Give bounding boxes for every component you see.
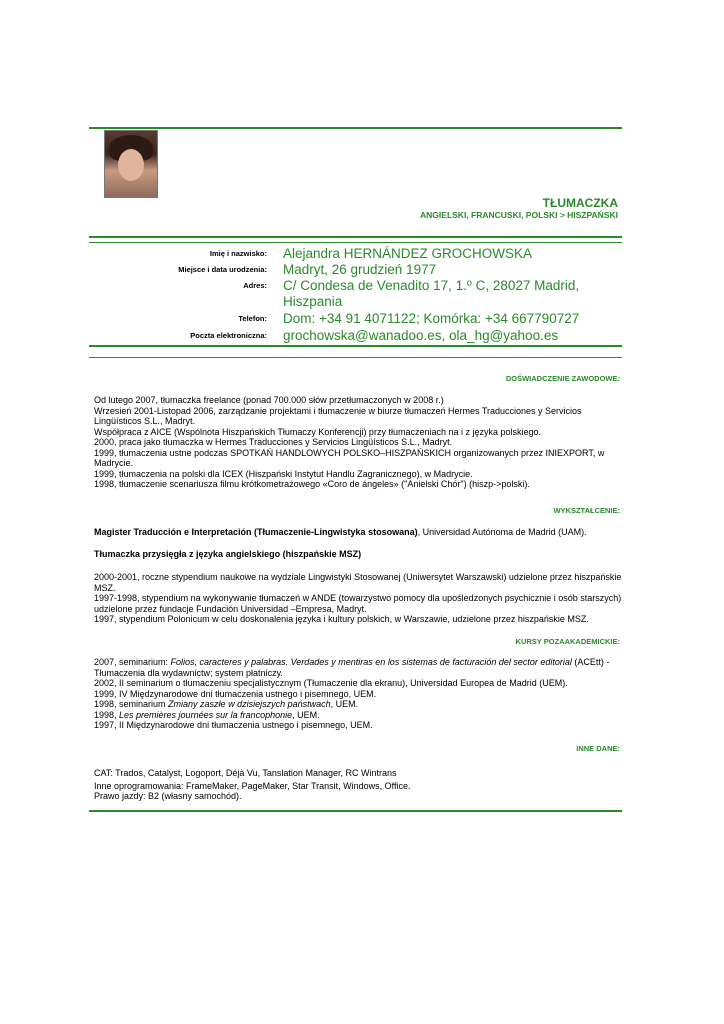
info-row-phone bbox=[89, 311, 622, 328]
top-rule bbox=[89, 127, 622, 129]
other-line: Prawo jazdy: B2 (własny samochód). bbox=[94, 791, 242, 801]
experience-line: Współpraca z AICE (Wspólnota Hiszpańskich Tłumaczy Konferencji) przy tłumaczeniach na i z języka polskiego. bbox=[94, 426, 542, 437]
education-line: 2000-2001, roczne stypendium naukowe na wydziale Lingwistyki Stosowanej (Uniwersytet Warszawski) udzielone przez hiszpańskie MSZ. bbox=[94, 572, 622, 593]
education-line: 1997, stypendium Polonicum w celu doskonalenia języka i kultury polskich, w Warszawie, udzielone przez hiszpańskie MSZ. bbox=[94, 614, 589, 624]
info-rule-1 bbox=[89, 345, 622, 347]
course-title: Zmiany zaszłe w dzisiejszych państwach bbox=[168, 699, 331, 709]
profile-photo bbox=[104, 130, 158, 198]
courses-block bbox=[94, 657, 624, 731]
education-degree bbox=[94, 527, 624, 538]
sworn-translator: Tłumaczka przysięgła z języka angielskiego (hiszpańskie MSZ) bbox=[94, 549, 362, 559]
info-label: Telefon: bbox=[238, 314, 267, 323]
info-row-email bbox=[89, 328, 622, 345]
other-line: CAT: Trados, Catalyst, Logoport, Déjà Vu, Tanslation Manager, RC Wintrans bbox=[94, 768, 397, 778]
experience-line: 1999, tłumaczenia ustne podczas SPOTKAŃ HANDLOWYCH POLSKO–HISZPAŃSKICH organizowanych przez INIEXPORT, w Madrycie. bbox=[94, 447, 605, 468]
course-text: 2007, seminarium: bbox=[94, 657, 171, 667]
course-text: (ACEtt) - Tłumaczenia dla wydawnictw; system płatniczy. bbox=[94, 657, 610, 678]
course-title: Folios, caracteres y palabras. Verdades y mentiras en los sistemas de facturación del sector editorial bbox=[170, 657, 572, 667]
info-label: Miejsce i data urodzenia: bbox=[178, 265, 267, 274]
info-rule-2 bbox=[89, 357, 622, 358]
experience-block bbox=[94, 395, 624, 490]
course-text: 1998, seminarium bbox=[94, 699, 169, 709]
bottom-rule bbox=[89, 810, 622, 812]
education-line: 1997-1998, stypendium na wykonywanie tłumaczeń w ANDE (towarzystwo pomocy dla upośledzonych psychicznie i osób starszych) udzielone przez fundacje Fundación Universidad –Empresa, Madryt. bbox=[94, 593, 622, 614]
experience-line: Wrzesień 2001-Listopad 2006, zarządzanie projektami i tłumaczenie w biurze tłumaczeń Hermes Traducciones y Servicios Lingüísticos S.L., Madryt. bbox=[94, 405, 582, 426]
course-line bbox=[94, 657, 624, 678]
info-value: Dom: +34 91 4071122; Komórka: +34 667790727 bbox=[283, 311, 580, 326]
course-title: Les premières journées sur la francophonie bbox=[119, 709, 293, 720]
education-heading: WYKSZTAŁCENIE: bbox=[553, 506, 620, 515]
page-subtitle: ANGIELSKI, FRANCUSKI, POLSKI > HISZPAŃSKI bbox=[420, 210, 618, 220]
degree-title: Magister Traducción e Interpretación (Tłumaczenie-Lingwistyka stosowana) bbox=[94, 527, 418, 537]
education-sworn bbox=[94, 549, 624, 560]
degree-line bbox=[94, 527, 624, 538]
course-text: , UEM. bbox=[330, 699, 359, 709]
course-line: 1999, IV Międzynarodowe dni tłumaczenia ustnego i pisemnego, UEM. bbox=[94, 688, 377, 699]
experience-line: 1999, tłumaczenia na polski dla ICEX (Hiszpański Instytut Handlu Zagranicznego), w Madrycie. bbox=[94, 468, 473, 479]
info-label: Imię i nazwisko: bbox=[209, 249, 267, 258]
course-text: , UEM. bbox=[292, 709, 320, 720]
experience-line: 2000, praca jako tłumaczka w Hermes Traducciones y Servicios Lingüísticos S.L., Madryt. bbox=[94, 437, 453, 447]
header-rule-2 bbox=[89, 242, 622, 243]
course-line: 2002, II seminarium o tłumaczeniu specjalistycznym (Tłumaczenie dla ekranu), Universidad Europea de Madrid (UEM). bbox=[94, 678, 568, 688]
degree-university: , Universidad Autónoma de Madrid (UAM). bbox=[417, 527, 587, 537]
other-line: Inne oprogramowania: FrameMaker, PageMaker, Star Transit, Windows, Office. bbox=[94, 780, 411, 791]
info-row-address bbox=[89, 278, 622, 311]
experience-heading: DOŚWIADCZENIE ZAWODOWE: bbox=[505, 374, 620, 383]
info-value: C/ Condesa de Venadito 17, 1.º C, 28027 Madrid, Hiszpania bbox=[283, 278, 580, 309]
info-row-birth bbox=[89, 262, 622, 278]
info-label: Poczta elektroniczna: bbox=[190, 331, 267, 340]
experience-line: 1998, tłumaczenie scenariusza filmu krótkometrażowego «Coro de ángeles» ("Anielski Chór") (hiszp->polski). bbox=[94, 479, 530, 489]
course-line bbox=[94, 710, 624, 721]
education-block bbox=[94, 572, 624, 625]
personal-info bbox=[89, 246, 622, 345]
experience-line: Od lutego 2007, tłumaczka freelance (ponad 700.000 słów przetłumaczonych w 2008 r.) bbox=[94, 395, 444, 405]
other-heading: INNE DANE: bbox=[576, 744, 620, 753]
course-line bbox=[94, 699, 624, 710]
course-line: 1997, II Międzynarodowe dni tłumaczenia ustnego i pisemnego, UEM. bbox=[94, 720, 373, 730]
info-value: Alejandra HERNÁNDEZ GROCHOWSKA bbox=[283, 246, 533, 261]
info-label: Adres: bbox=[243, 281, 267, 290]
courses-heading: KURSY POZAAKADEMICKIE: bbox=[515, 637, 620, 646]
info-value[interactable]: grochowska@wanadoo.es, ola_hg@yahoo.es bbox=[283, 328, 559, 343]
info-value: Madryt, 26 grudzień 1977 bbox=[283, 262, 437, 277]
photo-face bbox=[118, 149, 144, 181]
course-text: 1998, bbox=[94, 709, 120, 720]
header-rule-1 bbox=[89, 236, 622, 238]
info-row-name bbox=[89, 246, 622, 262]
other-block bbox=[94, 768, 624, 802]
page-title: TŁUMACZKA bbox=[542, 196, 618, 210]
